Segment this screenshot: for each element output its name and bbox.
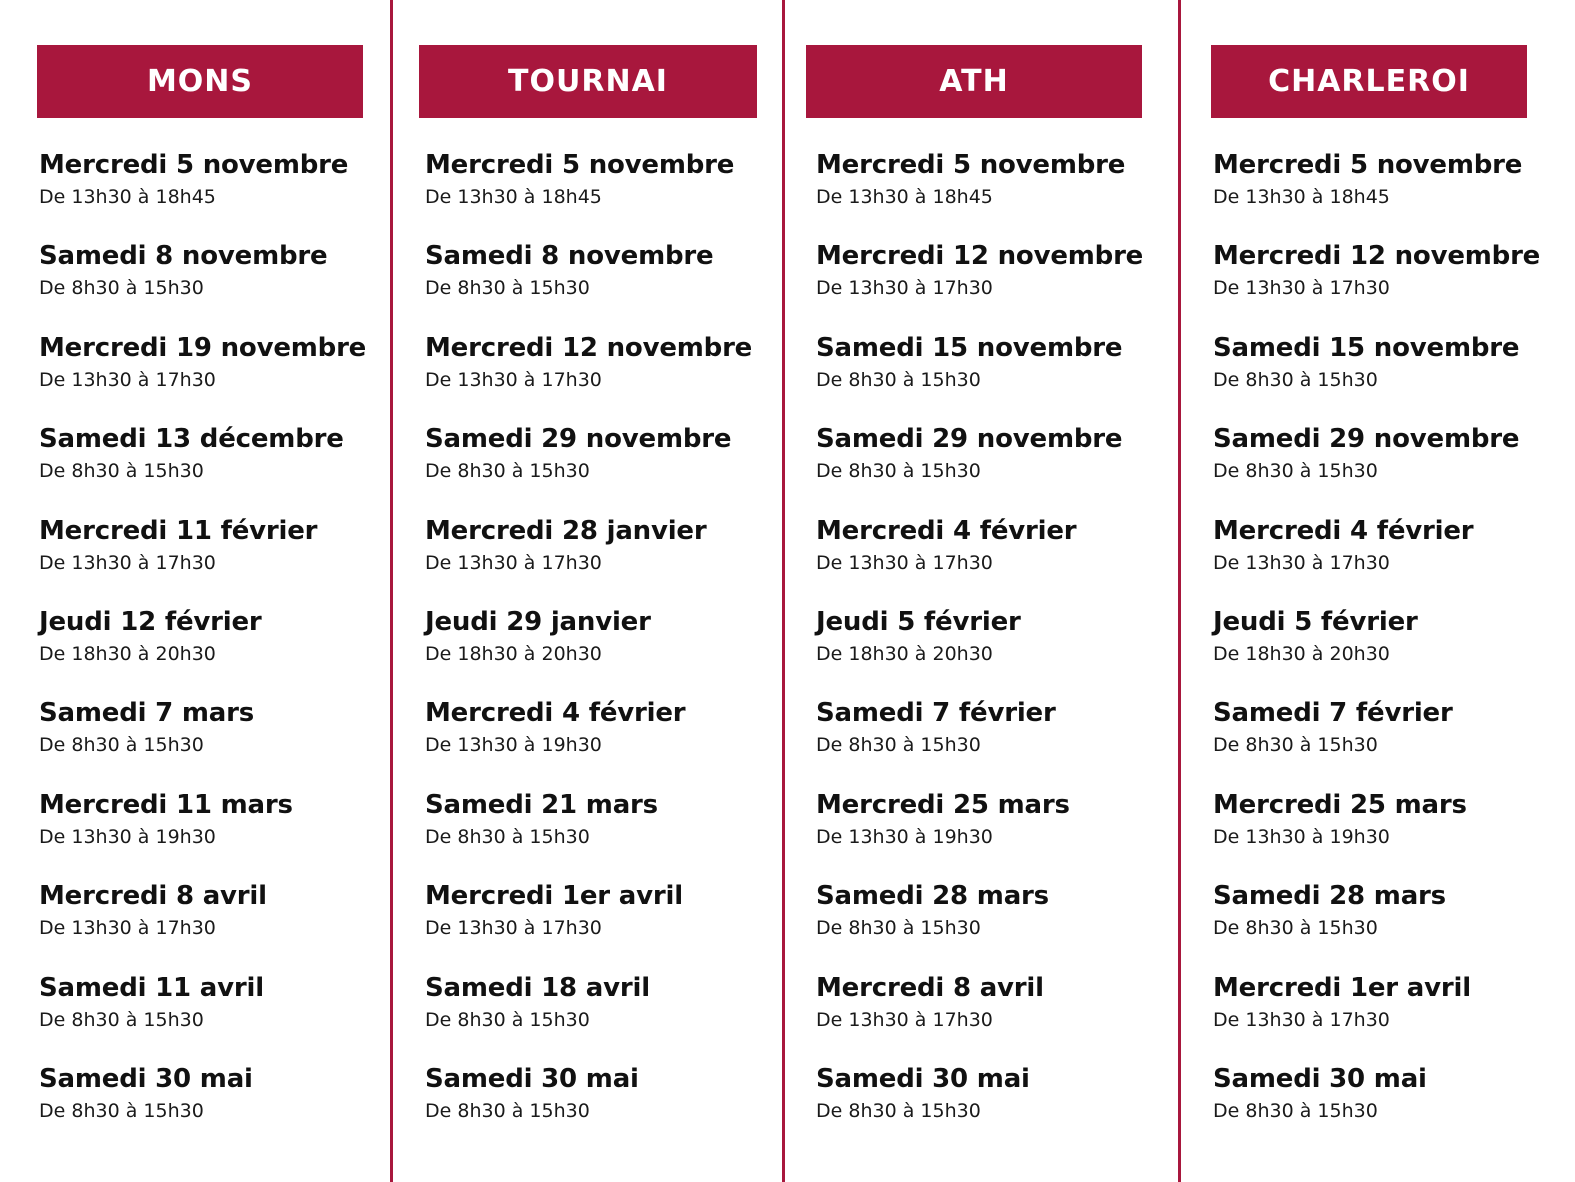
column-ath xyxy=(806,45,1142,1153)
session-item xyxy=(425,514,757,605)
session-date: Mercredi 4 février xyxy=(816,515,1077,546)
session-date: Mercredi 19 novembre xyxy=(39,332,367,363)
session-item xyxy=(425,696,757,787)
session-date: Samedi 21 mars xyxy=(425,789,658,820)
session-item xyxy=(425,148,757,239)
session-item xyxy=(425,879,757,970)
session-date: Jeudi 12 février xyxy=(39,606,262,637)
session-date: Samedi 8 novembre xyxy=(425,241,714,272)
session-time: De 18h30 à 20h30 xyxy=(39,642,216,665)
session-time: De 8h30 à 15h30 xyxy=(425,460,590,483)
session-date: Jeudi 29 janvier xyxy=(425,606,651,637)
session-time: De 13h30 à 19h30 xyxy=(1213,825,1390,848)
session-date: Mercredi 28 janvier xyxy=(425,515,707,546)
column-divider xyxy=(1178,0,1181,1182)
session-item xyxy=(1213,422,1527,513)
session-date: Mercredi 5 novembre xyxy=(39,150,349,180)
session-time: De 13h30 à 17h30 xyxy=(1213,551,1390,574)
session-time: De 8h30 à 15h30 xyxy=(816,917,981,940)
session-item xyxy=(816,788,1142,879)
session-time: De 8h30 à 15h30 xyxy=(816,368,981,391)
session-date: Mercredi 25 mars xyxy=(816,789,1070,820)
session-item xyxy=(425,605,757,696)
session-item xyxy=(1213,239,1541,330)
session-time: De 13h30 à 17h30 xyxy=(425,368,602,391)
session-time: De 13h30 à 19h30 xyxy=(425,734,602,757)
session-time: De 8h30 à 15h30 xyxy=(39,277,204,300)
column-tournai xyxy=(419,45,757,1153)
session-date: Jeudi 5 février xyxy=(816,606,1021,637)
column-mons xyxy=(37,45,367,1153)
session-date: Samedi 30 mai xyxy=(425,1063,639,1094)
session-date: Mercredi 12 novembre xyxy=(1213,241,1541,272)
session-time: De 13h30 à 18h45 xyxy=(39,186,216,208)
session-date: Samedi 29 novembre xyxy=(1213,424,1520,455)
session-time: De 13h30 à 17h30 xyxy=(1213,277,1390,300)
session-item xyxy=(816,148,1142,239)
session-date: Samedi 28 mars xyxy=(816,881,1049,912)
session-date: Samedi 30 mai xyxy=(816,1063,1030,1094)
session-list xyxy=(806,148,1142,1153)
city-header: TOURNAI xyxy=(419,45,757,118)
session-date: Mercredi 25 mars xyxy=(1213,789,1467,820)
session-date: Samedi 18 avril xyxy=(425,972,650,1003)
session-item xyxy=(39,971,363,1062)
session-time: De 13h30 à 17h30 xyxy=(425,917,602,940)
session-date: Samedi 30 mai xyxy=(1213,1063,1427,1094)
session-item xyxy=(816,1062,1142,1153)
session-item xyxy=(816,331,1142,422)
city-header: ATH xyxy=(806,45,1142,118)
city-header: CHARLEROI xyxy=(1211,45,1527,118)
session-date: Samedi 28 mars xyxy=(1213,881,1446,912)
session-date: Mercredi 4 février xyxy=(1213,515,1474,546)
session-date: Samedi 29 novembre xyxy=(816,424,1123,455)
session-date: Mercredi 5 novembre xyxy=(1213,150,1523,180)
session-item xyxy=(425,239,757,330)
session-item xyxy=(816,696,1142,787)
session-item xyxy=(39,788,363,879)
session-time: De 8h30 à 15h30 xyxy=(1213,734,1378,757)
session-time: De 8h30 à 15h30 xyxy=(425,825,590,848)
session-time: De 8h30 à 15h30 xyxy=(1213,917,1378,940)
session-time: De 8h30 à 15h30 xyxy=(425,277,590,300)
session-item xyxy=(39,879,363,970)
session-date: Mercredi 1er avril xyxy=(1213,972,1471,1003)
session-date: Mercredi 4 février xyxy=(425,698,686,729)
session-item xyxy=(39,696,363,787)
column-divider xyxy=(390,0,393,1182)
column-charleroi xyxy=(1211,45,1541,1153)
session-date: Samedi 30 mai xyxy=(39,1063,253,1094)
session-item xyxy=(39,422,363,513)
session-item xyxy=(39,148,363,239)
session-date: Mercredi 8 avril xyxy=(39,881,267,912)
session-item xyxy=(1213,148,1527,239)
session-date: Mercredi 5 novembre xyxy=(425,150,735,180)
session-time: De 18h30 à 20h30 xyxy=(425,642,602,665)
session-time: De 13h30 à 17h30 xyxy=(816,277,993,300)
session-item xyxy=(425,331,757,422)
session-date: Samedi 29 novembre xyxy=(425,424,732,455)
session-item xyxy=(39,1062,363,1153)
session-time: De 8h30 à 15h30 xyxy=(39,1008,204,1031)
session-time: De 8h30 à 15h30 xyxy=(816,460,981,483)
session-item xyxy=(39,514,363,605)
session-list xyxy=(1211,148,1541,1153)
session-date: Jeudi 5 février xyxy=(1213,606,1418,637)
session-item xyxy=(1213,605,1527,696)
session-time: De 13h30 à 17h30 xyxy=(39,917,216,940)
session-item xyxy=(425,1062,757,1153)
session-time: De 18h30 à 20h30 xyxy=(1213,642,1390,665)
session-date: Mercredi 1er avril xyxy=(425,881,683,912)
session-date: Mercredi 11 mars xyxy=(39,789,293,820)
session-time: De 8h30 à 15h30 xyxy=(425,1008,590,1031)
session-list xyxy=(37,148,367,1153)
session-date: Mercredi 8 avril xyxy=(816,972,1044,1003)
session-item xyxy=(425,788,757,879)
session-time: De 13h30 à 19h30 xyxy=(816,825,993,848)
session-date: Samedi 13 décembre xyxy=(39,424,344,455)
session-item xyxy=(816,605,1142,696)
session-date: Samedi 7 février xyxy=(1213,698,1453,729)
session-date: Samedi 11 avril xyxy=(39,972,264,1003)
city-header: MONS xyxy=(37,45,363,118)
session-item xyxy=(816,879,1142,970)
session-date: Mercredi 11 février xyxy=(39,515,318,546)
session-date: Samedi 15 novembre xyxy=(1213,332,1520,363)
session-time: De 8h30 à 15h30 xyxy=(816,734,981,757)
session-item xyxy=(1213,788,1527,879)
session-time: De 13h30 à 18h45 xyxy=(816,186,993,208)
session-time: De 8h30 à 15h30 xyxy=(39,1099,204,1122)
session-time: De 13h30 à 17h30 xyxy=(39,551,216,574)
session-date: Mercredi 5 novembre xyxy=(816,150,1126,180)
session-time: De 8h30 à 15h30 xyxy=(1213,368,1378,391)
session-item xyxy=(1213,696,1527,787)
session-time: De 8h30 à 15h30 xyxy=(1213,460,1378,483)
session-time: De 8h30 à 15h30 xyxy=(425,1099,590,1122)
session-item xyxy=(425,422,757,513)
session-time: De 8h30 à 15h30 xyxy=(816,1099,981,1122)
session-item xyxy=(1213,1062,1527,1153)
session-time: De 13h30 à 17h30 xyxy=(425,551,602,574)
session-date: Samedi 8 novembre xyxy=(39,241,328,272)
session-item xyxy=(1213,331,1527,422)
session-item xyxy=(39,331,367,422)
session-date: Samedi 7 février xyxy=(816,698,1056,729)
session-date: Mercredi 12 novembre xyxy=(816,241,1144,272)
session-date: Samedi 15 novembre xyxy=(816,332,1123,363)
session-time: De 13h30 à 18h45 xyxy=(1213,186,1390,208)
column-divider xyxy=(782,0,785,1182)
session-item xyxy=(1213,879,1527,970)
session-time: De 8h30 à 15h30 xyxy=(1213,1099,1378,1122)
session-time: De 13h30 à 17h30 xyxy=(39,368,216,391)
session-time: De 8h30 à 15h30 xyxy=(39,734,204,757)
session-time: De 8h30 à 15h30 xyxy=(39,460,204,483)
session-time: De 13h30 à 19h30 xyxy=(39,825,216,848)
session-item xyxy=(1213,971,1527,1062)
session-time: De 18h30 à 20h30 xyxy=(816,642,993,665)
session-time: De 13h30 à 17h30 xyxy=(1213,1008,1390,1031)
session-time: De 13h30 à 17h30 xyxy=(816,1008,993,1031)
session-item xyxy=(39,605,363,696)
session-item xyxy=(816,422,1142,513)
session-item xyxy=(425,971,757,1062)
session-date: Samedi 7 mars xyxy=(39,698,255,729)
session-time: De 13h30 à 18h45 xyxy=(425,186,602,208)
session-time: De 13h30 à 17h30 xyxy=(816,551,993,574)
session-item xyxy=(39,239,363,330)
session-item xyxy=(816,239,1142,330)
session-item xyxy=(816,971,1142,1062)
session-list xyxy=(419,148,757,1153)
session-date: Mercredi 12 novembre xyxy=(425,332,753,363)
session-item xyxy=(816,514,1142,605)
session-item xyxy=(1213,514,1527,605)
